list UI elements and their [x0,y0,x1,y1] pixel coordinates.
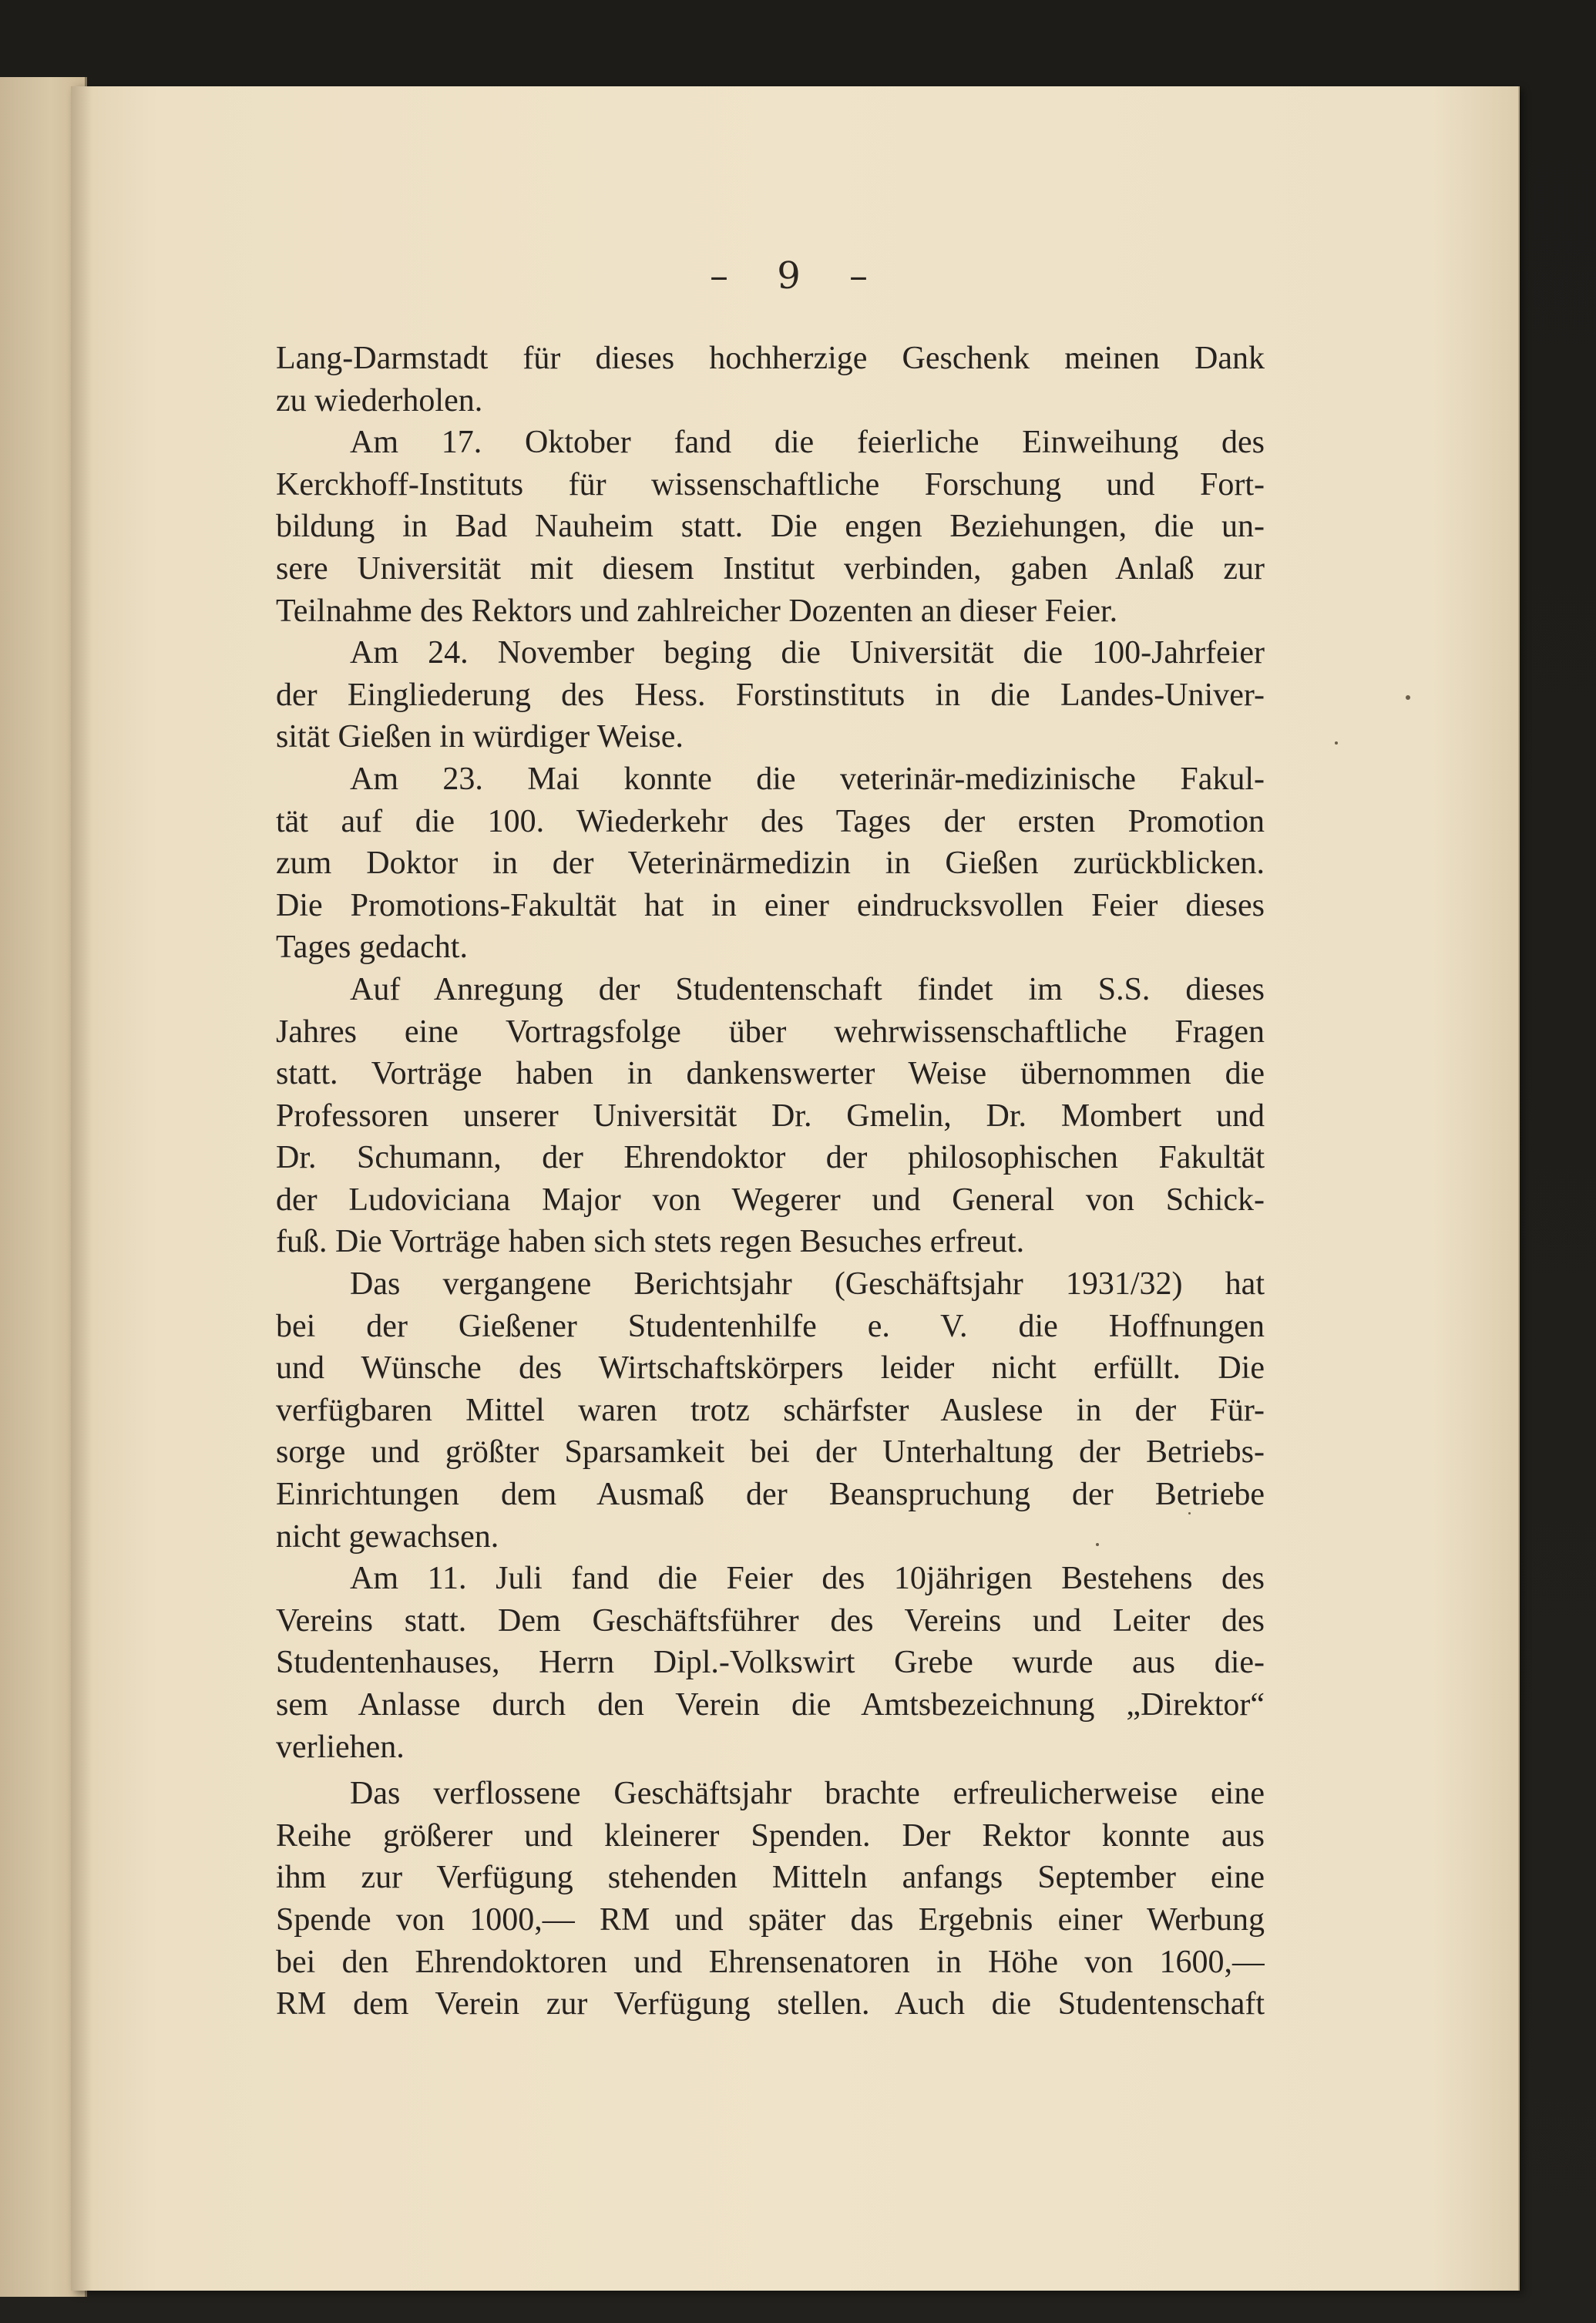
text-line: Die Promotions-Fakultät hat in einer eindrucksvollen Feier dieses [276,887,1265,923]
text-line: Am 23. Mai konnte die veterinär-medizinische Fakul- [350,761,1265,797]
text-line: Kerckhoff-Instituts für wissenschaftliche Forschung und Fort- [276,466,1265,503]
text-line: Am 24. November beging die Universität die 100-Jahrfeier [350,635,1265,671]
text-line: bei der Gießener Studentenhilfe e. V. die Hoffnungen [276,1308,1265,1344]
text-line: Lang-Darmstadt für dieses hochherzige Geschenk meinen Dank [276,341,1265,376]
text-line: Teilnahme des Rektors und zahlreicher Dozenten an dieser Feier. [276,593,1118,629]
text-line: Einrichtungen dem Ausmaß der Beanspruchung der Betriebe [276,1477,1265,1513]
text-line: Dr. Schumann, der Ehrendoktor der philosophischen Fakultät [276,1140,1265,1176]
text-line: verfügbaren Mittel waren trotz schärfster Auslese in der Für- [276,1392,1265,1428]
text-line: und Wünsche des Wirtschaftskörpers leider nicht erfüllt. Die [276,1350,1265,1387]
text-line: bildung in Bad Nauheim statt. Die engen Beziehungen, die un- [276,509,1265,545]
text-line: der Ludoviciana Major von Wegerer und General von Schick- [276,1182,1265,1218]
text-line: Professoren unserer Universität Dr. Gmelin, Dr. Mombert und [276,1098,1265,1134]
text-line: zu wiederholen. [276,382,483,419]
text-line: Das verflossene Geschäftsjahr brachte erfreulicherweise eine [350,1776,1265,1812]
text-line: zum Doktor in der Veterinärmedizin in Gießen zurückblicken. [276,845,1265,882]
text-line: fuß. Die Vorträge haben sich stets regen Besuches erfreut. [276,1224,1025,1260]
text-line: Vereins statt. Dem Geschäftsführer des Vereins und Leiter des [276,1602,1265,1639]
body-text [276,338,1265,2025]
text-line: Tages gedacht. [276,930,468,966]
text-line: Studentenhauses, Herrn Dipl.-Volkswirt Grebe wurde aus die- [276,1645,1265,1681]
text-line: sität Gießen in würdiger Weise. [276,719,684,755]
text-line: Spende von 1000,— RM und später das Ergebnis einer Werbung [276,1901,1265,1938]
text-line: verliehen. [276,1729,405,1765]
text-line: bei den Ehrendoktoren und Ehrensenatoren in Höhe von 1600,— [276,1944,1265,1980]
text-line: Auf Anregung der Studentenschaft findet im S.S. dieses [350,971,1265,1007]
text-line: sere Universität mit diesem Institut verbinden, gaben Anlaß zur [276,550,1265,587]
text-line: Am 17. Oktober fand die feierliche Einweihung des [350,425,1265,461]
text-line: sem Anlasse durch den Verein die Amtsbezeichnung „Direktor“ [276,1687,1265,1723]
text-line: Jahres eine Vortragsfolge über wehrwissenschaftliche Fragen [276,1014,1265,1050]
text-line: tät auf die 100. Wiederkehr des Tages der ersten Promotion [276,803,1265,839]
text-line: Reihe größerer und kleinerer Spenden. Der Rektor konnte aus [276,1817,1265,1854]
text-line: Das vergangene Berichtsjahr (Geschäftsjahr 1931/32) hat [350,1266,1265,1303]
text-line: sorge und größter Sparsamkeit bei der Unterhaltung der Betriebs- [276,1434,1265,1471]
text-line: der Eingliederung des Hess. Forstinstituts in die Landes-Univer- [276,677,1265,713]
ink-speck [1335,741,1338,745]
text-line: nicht gewachsen. [276,1518,499,1555]
ink-speck [1406,695,1410,700]
text-line: ihm zur Verfügung stehenden Mitteln anfangs September eine [276,1860,1265,1896]
page-number: – 9 – [709,254,887,298]
text-line: Am 11. Juli fand die Feier des 10jährigen Bestehens des [350,1561,1265,1597]
text-line: statt. Vorträge haben in dankenswerter Weise übernommen die [276,1056,1265,1092]
text-line: RM dem Verein zur Verfügung stellen. Auch die Studentenschaft [276,1986,1265,2022]
